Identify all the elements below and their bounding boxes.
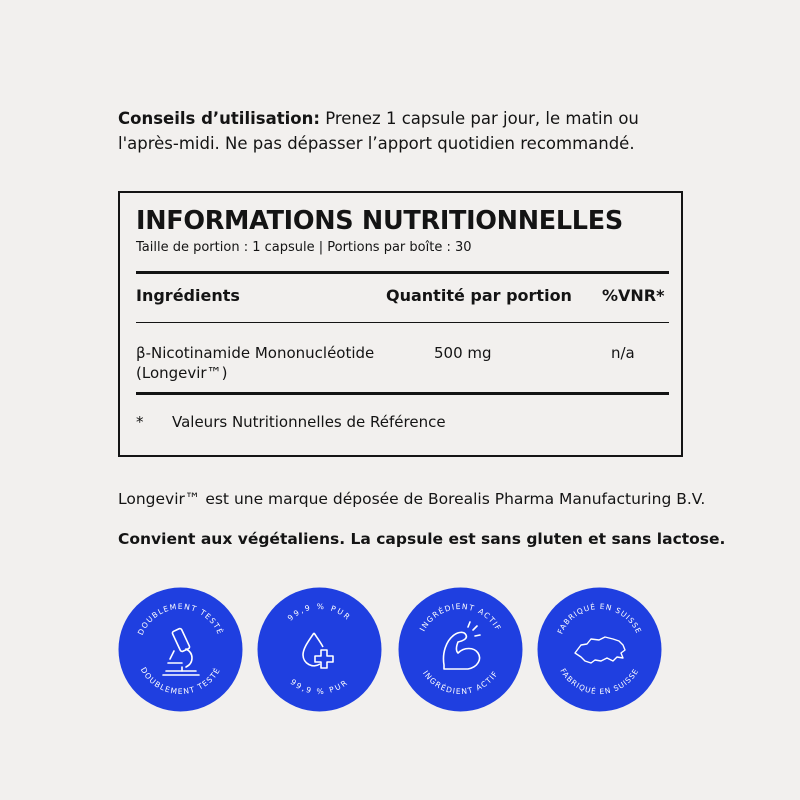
suitability-notice: Convient aux végétaliens. La capsule est sans gluten et sans lactose. — [118, 530, 726, 548]
badge-1-bottom-text: DOUBLEMENT TESTÉ — [138, 665, 223, 697]
ingredient-name-line1: β-Nicotinamide Mononucléotide — [136, 344, 375, 362]
footnote-text: Valeurs Nutritionnelles de Référence — [172, 413, 446, 431]
divider-thick-bottom — [136, 392, 669, 395]
badge-made-in-switzerland — [537, 587, 662, 712]
nutrition-title: INFORMATIONS NUTRITIONNELLES — [136, 206, 623, 236]
header-amount: Quantité par portion — [386, 286, 572, 305]
header-ingredients: Ingrédients — [136, 286, 240, 305]
badge-4-top-text: FABRIQUÉ EN SUISSE — [555, 601, 644, 636]
ingredient-name — [136, 343, 374, 383]
ingredient-nrv: n/a — [611, 344, 635, 362]
ingredient-name-line2: (Longevir™) — [136, 364, 228, 382]
usage-advice-label: Conseils d’utilisation: — [118, 109, 320, 128]
badge-3-bottom-text: INGRÉDIENT ACTIF — [420, 668, 501, 697]
badge-double-tested — [118, 587, 243, 712]
trademark-notice: Longevir™ est une marque déposée de Borealis Pharma Manufacturing B.V. — [118, 490, 706, 508]
nutrition-facts-panel — [118, 191, 683, 457]
badge-active-ingredient — [398, 587, 523, 712]
ingredient-amount: 500 mg — [434, 344, 492, 362]
badge-1-top-text: DOUBLEMENT TESTÉ — [135, 601, 226, 637]
header-nrv: %VNR* — [602, 286, 665, 305]
usage-advice-text: Prenez 1 capsule par jour, le matin ou l'après-midi. Ne pas dépasser l’apport quotidien recommandé. — [118, 109, 639, 153]
badge-4-bottom-text: FABRIQUÉ EN SUISSE — [558, 666, 641, 697]
divider-thick — [136, 271, 669, 274]
badge-3-top-text: INGRÉDIENT ACTIF — [417, 601, 504, 633]
badge-pure — [257, 587, 382, 712]
footnote-mark: * — [136, 413, 144, 431]
serving-info: Taille de portion : 1 capsule | Portions par boîte : 30 — [136, 240, 472, 255]
badge-2-top-text: 99,9 % PUR — [285, 601, 354, 623]
usage-advice — [118, 106, 698, 156]
badge-2-bottom-text: 99,9 % PUR — [288, 677, 351, 697]
divider-thin — [136, 322, 669, 323]
